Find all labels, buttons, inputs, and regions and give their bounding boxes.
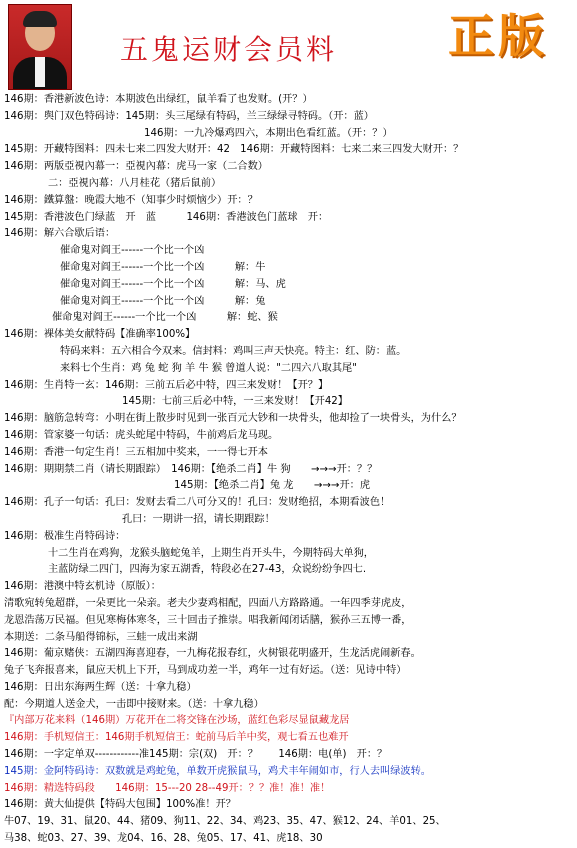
text-line: 145期：【绝杀二肖】兔 龙 →→→开：虎 <box>174 480 371 492</box>
text-line: 146期：一九冷爆鸡四六，本期出色看红蓝。（开：？） <box>144 127 393 139</box>
text-line: 146期：精选特码段 146期：15---20 28--49开：？？准！准！准！ <box>4 782 331 794</box>
text-line: 马38、蛇03、27、39、龙04、16、28、兔05、17、41、虎18、30 <box>4 833 323 845</box>
text-line: 配：今期道人送金犬，一击即中接财来。（送：十拿九稳） <box>4 698 264 710</box>
text-line: 催命鬼对阎王------一个比一个凶 解：牛 <box>60 261 266 273</box>
text-line: 145期：开藏特图料：四未七来二四发大财开：42 146期：开藏特图料：七来二来三四发大财开：？ <box>4 144 464 156</box>
authentic-badge: 正版 <box>448 9 548 63</box>
text-line: 孔曰：一期讲一招，请长期跟踪！ <box>122 513 275 525</box>
text-line: 146期：香港新波色诗：本期波色出绿红，鼠羊看了也发财。(开？） <box>4 94 313 105</box>
text-line: 『内部万花来料（146期）万花开在二将交锋在沙场，蓝红色彩尽显鼠藏龙居 <box>4 715 350 727</box>
text-line: 清歌宛转兔超群，一朵更比一朵亲。老夫少妻鸡相配，四面八方路路通。一年四季芽虎皮， <box>4 597 412 609</box>
text-line: 二：亞視內幕：八月桂花（猪后鼠前） <box>48 177 222 189</box>
text-line: 146期：葡京赌侠：五湖四海喜迎春，一九梅花报春红，火树银花明盛开，生龙活虎闹新春。 <box>4 648 421 660</box>
text-line: 146期：鐵算盤：晚霞大地不（知事少时烦恼少）开：？ <box>4 194 258 206</box>
text-line: 146期：孔子一句话：孔曰：发财去看二八可分又的！孔曰：发财绝招，本期看波色！ <box>4 497 391 509</box>
text-line: 146期：裸体美女献特码【准确率100%】 <box>4 329 196 341</box>
text-line: 146期：期期禁二肖（请长期跟踪） 146期：【绝杀二肖】牛 狗 →→→开：？？ <box>4 463 378 475</box>
text-line: 146期：两版亞視內幕一：亞視內幕：虎马一家（二合数） <box>4 161 268 173</box>
text-line: 146期：解六合歇后语： <box>4 228 116 240</box>
text-line: 145期：七前三后必中特，一三来发财！【开42】 <box>122 396 348 408</box>
text-line: 催命鬼对阎王------一个比一个凶 解：马、虎 <box>60 278 286 290</box>
text-line: 146期：黄大仙提供【特码大包围】100%准！开？ <box>4 799 236 811</box>
text-line: 146期：舆门双色特码诗：145期：头三尾绿有特码，兰三绿绿寻特码。（开：蓝） <box>4 110 374 122</box>
text-line: 牛07、19、31、鼠20、44、猪09、狗11、22、34、鸡23、35、47、猴12、24、羊01、25、 <box>4 816 446 828</box>
text-line: 特码来料：五六相合今双来。信封料：鸡叫三声天快亮。特主：红、防：蓝。 <box>60 345 407 357</box>
text-line: 催命鬼对阎王------一个比一个凶 解：蛇、猴 <box>52 312 278 324</box>
text-line: 146期：香港一句定生肖！三五相加中奖来，一一得七开本 <box>4 446 268 458</box>
text-line: 146期：极准生肖特码诗： <box>4 530 126 542</box>
text-line: 146期：手机短信王：146期手机短信王：蛇前马后羊中奖，观七看五也难开 <box>4 732 349 744</box>
text-line: 145期：金阿特码诗：双数就是鸡蛇兔，单数开虎猴鼠马，鸡犬丰年闹如市，行人去叫绿波转。 <box>4 765 431 777</box>
avatar-hair <box>23 11 57 27</box>
content-body <box>4 92 574 848</box>
page-title: 五鬼运财会员料 <box>120 33 338 66</box>
text-line: 146期：管家婆一句话：虎头蛇尾中特码，牛前鸡后龙马现。 <box>4 429 279 441</box>
avatar-shirt <box>35 57 45 87</box>
text-line: 146期：港澳中特玄机诗（原版）： <box>4 581 161 593</box>
page-header <box>0 0 577 92</box>
text-line: 146期：日出东海两生辉（送：十拿九稳） <box>4 681 197 693</box>
text-line: 十二生肖在鸡狗，龙猴头脑蛇兔羊，上期生肖开头牛，今期特码大单狗， <box>48 547 374 559</box>
text-line: 146期：一字定单双------------准145期：宗(双) 开：？ 146期：电(单) 开：？ <box>4 749 388 761</box>
text-line: 主蓝防绿二四门，四海为家五湖香，特段必在27-43，众说纷纷争四七. <box>48 564 367 576</box>
avatar <box>8 4 72 90</box>
text-line: 146期：生肖特一玄：146期：三前五后必中特，四三来发财！【开？】 <box>4 379 329 391</box>
text-line: 兔子飞奔报喜来，鼠应天机上下开，马到成功差一半，鸡年一过有好运。（送：见诗中特） <box>4 665 407 677</box>
text-line: 龙恩浩荡万民福。但见寒梅体寒冬，三十回击子推崇。唱我新闻闭话膳，猴孙三五博一番， <box>4 614 412 626</box>
text-line: 催命鬼对阎王------一个比一个凶 解：兔 <box>60 295 266 307</box>
text-line: 145期：香港波色门绿蓝 开 蓝 146期：香港波色门蓝球 开： <box>4 211 329 223</box>
text-line: 146期：脑筋急转弯：小明在街上散步时见到一张百元大钞和一块骨头，他却捡了一块骨头，为什么？ <box>4 413 462 425</box>
text-line: 催命鬼对阎王------一个比一个凶 <box>60 245 205 257</box>
text-line: 本期送：二条马船得锦标，三蛙一成出来湖 <box>4 631 198 643</box>
text-line: 来料七个生肖：鸡 兔 蛇 狗 羊 牛 猴 曾道人说："二四六八取其尾" <box>60 362 357 374</box>
